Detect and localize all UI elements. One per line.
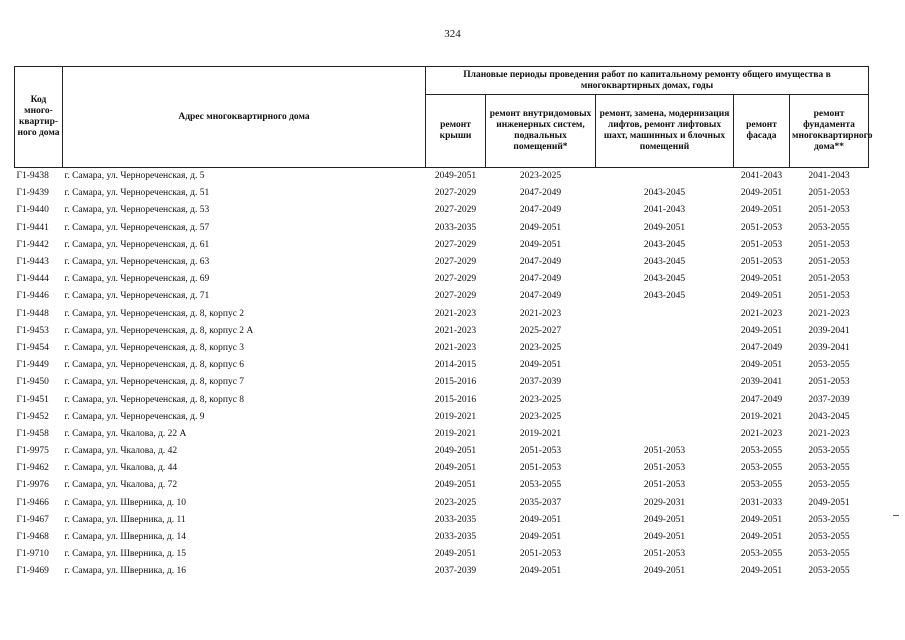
cell-elevators: 2051-2053 [643,480,686,491]
cell-code: Г1-9440 [16,205,49,216]
cell-elevators: 2043-2045 [643,274,686,285]
cell-roof: 2023-2025 [434,497,477,508]
cell-address: г. Самара, ул. Чернореченская, д. 8, корпус 3 [64,342,245,353]
cell-address: г. Самара, ул. Чернореченская, д. 8, корпус 6 [64,360,245,371]
cell-address: г. Самара, ул. Шверника, д. 16 [64,566,187,577]
cell-engineering-systems: 2049-2051 [519,360,562,371]
cell-foundation: 2053-2055 [808,549,850,560]
cell-code: Г1-9451 [16,394,49,405]
table-row [15,495,869,512]
cell-elevators [596,357,734,374]
cell-foundation: 2053-2055 [808,446,850,457]
cell-engineering-systems: 2049-2051 [519,566,562,577]
cell-address: г. Самара, ул. Чернореченская, д. 71 [64,291,210,302]
cell-address: г. Самара, ул. Шверника, д. 14 [64,532,187,543]
cell-address: г. Самара, ул. Чернореченская, д. 8, корпус 2 А [64,325,254,336]
cell-code: Г1-9439 [16,188,49,199]
cell-foundation: 2051-2053 [808,239,850,250]
cell-facade: 2041-2043 [740,171,783,182]
cell-engineering-systems: 2049-2051 [519,514,562,525]
cell-foundation: 2051-2053 [808,274,850,285]
table-row [15,254,869,271]
cell-address: г. Самара, ул. Чернореченская, д. 57 [64,222,210,233]
cell-facade: 2051-2053 [740,257,783,268]
table-row [15,288,869,305]
cell-foundation: 2043-2045 [808,411,850,422]
table-row [15,443,869,460]
cell-roof: 2049-2051 [434,171,477,182]
cell-code: Г1-9444 [16,274,49,285]
table-row [15,426,869,443]
cell-engineering-systems: 2047-2049 [519,205,562,216]
cell-engineering-systems: 2049-2051 [519,532,562,543]
cell-foundation: 2049-2051 [808,497,850,508]
table-row [15,323,869,340]
cell-roof: 2027-2029 [434,274,477,285]
cell-foundation: 2053-2055 [808,222,850,233]
cell-code: Г1-9443 [16,257,49,268]
cell-roof: 2027-2029 [434,239,477,250]
cell-foundation: 2053-2055 [808,480,850,491]
cell-facade: 2049-2051 [740,274,783,285]
cell-roof: 2027-2029 [434,188,477,199]
cell-address: г. Самара, ул. Чкалова, д. 42 [64,446,178,457]
cell-facade: 2051-2053 [740,239,783,250]
table-row [15,237,869,254]
cell-engineering-systems: 2047-2049 [519,257,562,268]
cell-roof: 2019-2021 [434,428,477,439]
cell-code: Г1-9710 [16,549,49,560]
cell-elevators: 2043-2045 [643,291,686,302]
cell-elevators [596,323,734,340]
cell-elevators: 2029-2031 [643,497,686,508]
cell-foundation: 2039-2041 [808,325,850,336]
cell-roof: 2049-2051 [434,480,477,491]
table-row [15,563,869,580]
cell-facade: 2049-2051 [740,532,783,543]
cell-roof: 2027-2029 [434,205,477,216]
table-row [15,512,869,529]
table-body [15,168,869,581]
cell-foundation: 2051-2053 [808,257,850,268]
cell-facade: 2049-2051 [740,325,783,336]
cell-address: г. Самара, ул. Чернореченская, д. 69 [64,274,210,285]
cell-address: г. Самара, ул. Чернореченская, д. 5 [64,171,205,182]
cell-elevators [596,409,734,426]
cell-address: г. Самара, ул. Чернореченская, д. 51 [64,188,210,199]
cell-facade: 2021-2023 [740,308,783,319]
cell-code: Г1-9462 [16,463,49,474]
cell-code: Г1-9452 [16,411,49,422]
cell-foundation: 2051-2053 [808,188,850,199]
cell-engineering-systems: 2023-2025 [519,394,562,405]
cell-engineering-systems: 2051-2053 [519,549,562,560]
cell-roof: 2049-2051 [434,549,477,560]
header-foundation: ремонт фундамента многоквартирного дома** [790,95,869,168]
table-row [15,271,869,288]
cell-roof: 2033-2035 [434,222,477,233]
cell-foundation: 2039-2041 [808,342,850,353]
cell-foundation: 2053-2055 [808,532,850,543]
cell-engineering-systems: 2047-2049 [519,188,562,199]
cell-address: г. Самара, ул. Чкалова, д. 22 А [64,428,187,439]
table-row [15,391,869,408]
repair-schedule-table [14,66,873,581]
cell-elevators: 2051-2053 [643,549,686,560]
table-row [15,340,869,357]
cell-elevators: 2043-2045 [643,239,686,250]
header-periods-group: Плановые периоды проведения работ по капитальному ремонту общего имущества в многоквартирных домах, годы [426,67,869,95]
cell-address: г. Самара, ул. Чернореченская, д. 53 [64,205,210,216]
cell-address: г. Самара, ул. Чернореченская, д. 9 [64,411,205,422]
cell-code: Г1-9441 [16,222,49,233]
cell-elevators: 2043-2045 [643,257,686,268]
cell-elevators [596,391,734,408]
cell-address: г. Самара, ул. Чернореченская, д. 61 [64,239,210,250]
page-number: 324 [444,28,461,40]
table-row [15,220,869,237]
cell-code: Г1-9467 [16,514,49,525]
cell-roof: 2021-2023 [434,308,477,319]
cell-engineering-systems: 2049-2051 [519,239,562,250]
cell-address: г. Самара, ул. Чернореченская, д. 8, корпус 2 [64,308,245,319]
cell-code: Г1-9469 [16,566,49,577]
cell-roof: 2019-2021 [434,411,477,422]
cell-engineering-systems: 2035-2037 [519,497,562,508]
cell-roof: 2021-2023 [434,342,477,353]
header-elevators: ремонт, замена, модернизация лифтов, ремонт лифтовых шахт, машинных и блочных помещений [596,95,734,168]
cell-facade: 2053-2055 [740,549,783,560]
header-address: Адрес многоквартирного дома [63,67,426,168]
cell-facade: 2053-2055 [740,463,783,474]
cell-code: Г1-9446 [16,291,49,302]
cell-roof: 2033-2035 [434,532,477,543]
cell-address: г. Самара, ул. Шверника, д. 10 [64,497,187,508]
header-engineering-systems: ремонт внутридомовых инженерных систем, подвальных помещений* [486,95,596,168]
cell-code: Г1-9976 [16,480,49,491]
cell-facade: 2039-2041 [740,377,783,388]
cell-code: Г1-9442 [16,239,49,250]
cell-foundation: 2021-2023 [808,428,850,439]
cell-engineering-systems: 2047-2049 [519,291,562,302]
cell-roof: 2033-2035 [434,514,477,525]
cell-elevators: 2041-2043 [643,205,686,216]
cell-code: Г1-9975 [16,446,49,457]
cell-code: Г1-9448 [16,308,49,319]
cell-elevators: 2049-2051 [643,222,686,233]
table-row [15,168,869,186]
cell-elevators: 2043-2045 [643,188,686,199]
cell-code: Г1-9466 [16,497,49,508]
cell-foundation: 2053-2055 [808,360,850,371]
cell-roof: 2027-2029 [434,291,477,302]
cell-code: Г1-9458 [16,428,49,439]
cell-code: Г1-9450 [16,377,49,388]
margin-mark [893,515,899,516]
cell-engineering-systems: 2051-2053 [519,463,562,474]
cell-code: Г1-9468 [16,532,49,543]
cell-address: г. Самара, ул. Чернореченская, д. 8, корпус 7 [64,377,245,388]
cell-engineering-systems: 2021-2023 [519,308,562,319]
cell-elevators: 2049-2051 [643,514,686,525]
cell-facade: 2049-2051 [740,291,783,302]
cell-engineering-systems: 2023-2025 [519,171,562,182]
cell-roof: 2014-2015 [434,360,477,371]
cell-engineering-systems: 2053-2055 [519,480,562,491]
cell-engineering-systems: 2047-2049 [519,274,562,285]
table-row [15,460,869,477]
cell-address: г. Самара, ул. Чернореченская, д. 63 [64,257,210,268]
cell-elevators [596,426,734,443]
cell-foundation: 2021-2023 [808,308,850,319]
cell-engineering-systems: 2025-2027 [519,325,562,336]
table-row [15,409,869,426]
cell-code: Г1-9449 [16,360,49,371]
table-row [15,546,869,563]
cell-address: г. Самара, ул. Чкалова, д. 44 [64,463,178,474]
cell-roof: 2027-2029 [434,257,477,268]
cell-elevators: 2051-2053 [643,446,686,457]
cell-facade: 2031-2033 [740,497,783,508]
cell-code: Г1-9454 [16,342,49,353]
cell-engineering-systems: 2051-2053 [519,446,562,457]
header-roof: ремонт крыши [426,95,486,168]
cell-foundation: 2051-2053 [808,205,850,216]
table-row [15,529,869,546]
table-row [15,202,869,219]
cell-roof: 2037-2039 [434,566,477,577]
cell-facade: 2049-2051 [740,205,783,216]
cell-elevators [596,168,734,186]
cell-elevators [596,374,734,391]
cell-foundation: 2051-2053 [808,291,850,302]
cell-facade: 2049-2051 [740,188,783,199]
cell-address: г. Самара, ул. Шверника, д. 15 [64,549,187,560]
cell-foundation: 2053-2055 [808,463,850,474]
cell-elevators: 2049-2051 [643,566,686,577]
cell-facade: 2049-2051 [740,360,783,371]
cell-facade: 2053-2055 [740,480,783,491]
cell-elevators [596,306,734,323]
cell-roof: 2021-2023 [434,325,477,336]
table-row [15,477,869,494]
cell-code: Г1-9453 [16,325,49,336]
cell-engineering-systems: 2049-2051 [519,222,562,233]
cell-engineering-systems: 2023-2025 [519,342,562,353]
cell-code: Г1-9438 [16,171,49,182]
cell-roof: 2049-2051 [434,446,477,457]
cell-roof: 2049-2051 [434,463,477,474]
table-row [15,185,869,202]
header-facade: ремонт фасада [734,95,790,168]
cell-facade: 2047-2049 [740,342,783,353]
table-row [15,306,869,323]
cell-elevators [596,340,734,357]
cell-elevators: 2051-2053 [643,463,686,474]
table-row [15,374,869,391]
cell-facade: 2047-2049 [740,394,783,405]
cell-facade: 2051-2053 [740,222,783,233]
cell-address: г. Самара, ул. Чернореченская, д. 8, корпус 8 [64,394,245,405]
header-code: Код много-квартир-ного дома [15,67,63,168]
cell-address: г. Самара, ул. Шверника, д. 11 [64,514,186,525]
cell-foundation: 2053-2055 [808,566,850,577]
cell-engineering-systems: 2019-2021 [519,428,562,439]
cell-engineering-systems: 2037-2039 [519,377,562,388]
cell-engineering-systems: 2023-2025 [519,411,562,422]
cell-roof: 2015-2016 [434,377,477,388]
cell-foundation: 2051-2053 [808,377,850,388]
cell-facade: 2053-2055 [740,446,783,457]
table-row [15,357,869,374]
cell-facade: 2049-2051 [740,566,783,577]
cell-foundation: 2053-2055 [808,514,850,525]
cell-foundation: 2041-2043 [808,171,850,182]
cell-foundation: 2037-2039 [808,394,850,405]
cell-facade: 2049-2051 [740,514,783,525]
cell-facade: 2021-2023 [740,428,783,439]
cell-elevators: 2049-2051 [643,532,686,543]
cell-facade: 2019-2021 [740,411,783,422]
cell-roof: 2015-2016 [434,394,477,405]
cell-address: г. Самара, ул. Чкалова, д. 72 [64,480,178,491]
